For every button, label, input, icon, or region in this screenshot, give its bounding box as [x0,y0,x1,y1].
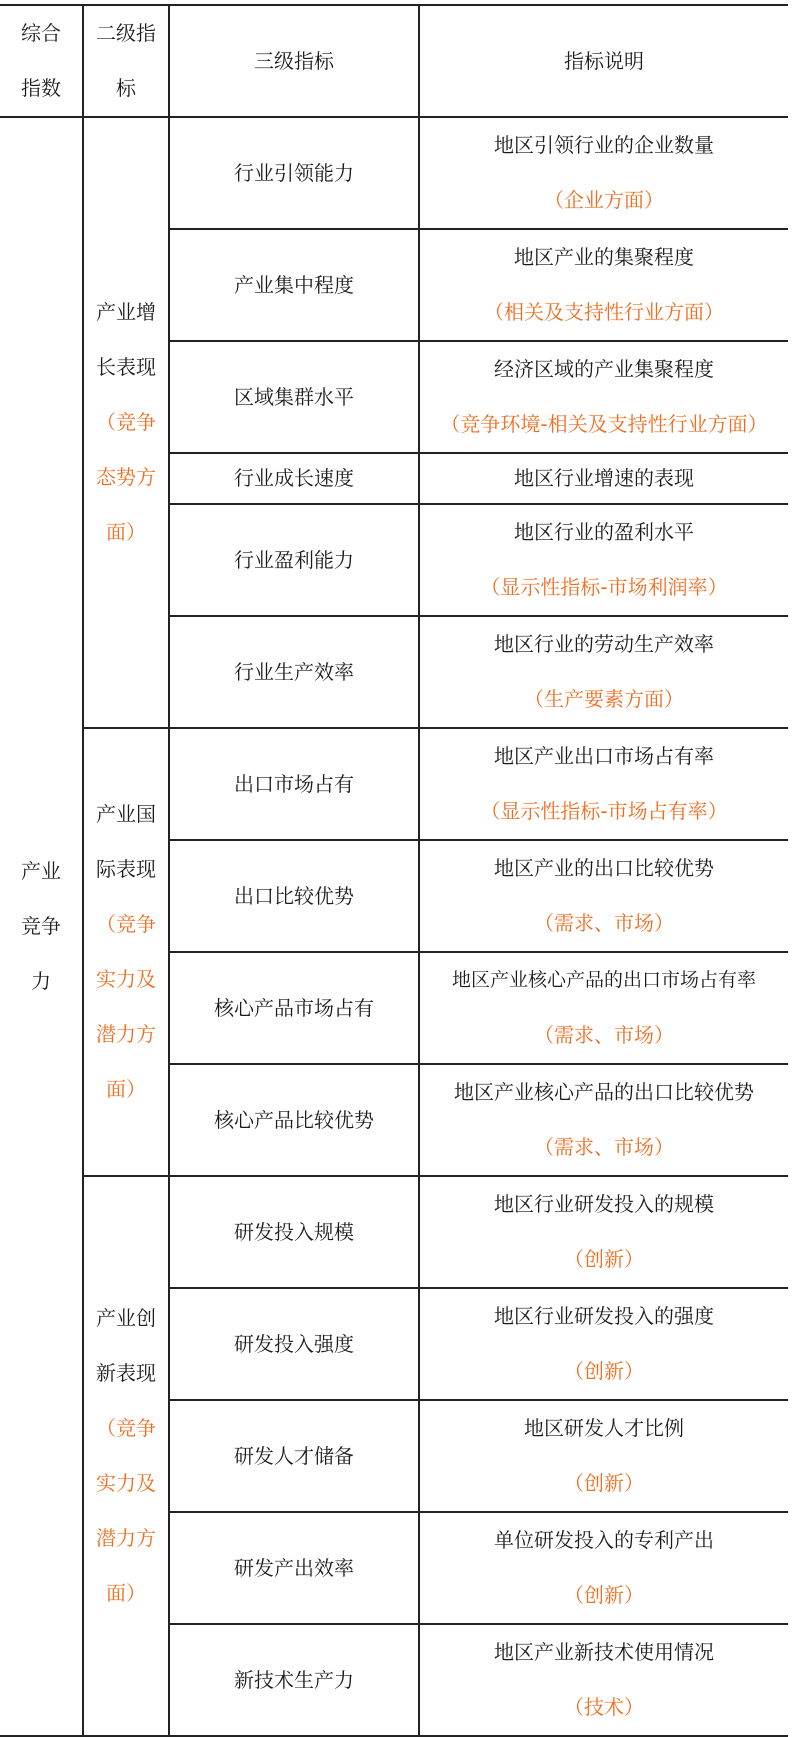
indicator-name: 核心产品市场占有 [169,952,419,1064]
indicator-desc: 地区行业研发投入的强度 [494,1304,714,1328]
group-note-line: （竞争 [96,912,156,936]
group-label-line: 产业增 [96,300,156,324]
group-note-line: 面） [106,520,146,544]
indicator-note: （技术） [564,1695,644,1719]
indicator-note: （需求、市场） [534,1023,674,1047]
table-row [0,1176,788,1288]
indicator-note: （相关及支持性行业方面） [484,300,724,324]
table-row [0,728,788,840]
indicator-name: 研发产出效率 [169,1512,419,1624]
indicator-note: （显示性指标-市场占有率） [480,799,728,823]
indicator-name: 行业盈利能力 [169,504,419,616]
indicator-name: 行业引领能力 [169,117,419,229]
indicator-desc: 地区引领行业的企业数量 [494,133,714,157]
indicator-desc-cell [419,341,788,453]
indicator-note: （创新） [564,1359,644,1383]
group-note-line: 潜力方 [96,1526,156,1550]
header-level2-line1: 二级指 [96,21,156,45]
indicator-desc: 地区行业的劳动生产效率 [494,632,714,656]
indicator-name: 行业成长速度 [169,453,419,504]
indicator-desc-cell [419,1176,788,1288]
indicator-desc-cell [419,1400,788,1512]
level1-line: 力 [31,969,51,993]
indicator-name: 新技术生产力 [169,1624,419,1736]
indicator-desc-cell [419,728,788,840]
indicator-note: （需求、市场） [534,911,674,935]
group-label-line: 产业创 [96,1306,156,1330]
indicator-desc: 经济区域的产业集聚程度 [494,357,714,381]
group-note-line: 态势方 [96,465,156,489]
indicator-desc-cell [419,117,788,229]
indicator-name: 产业集中程度 [169,229,419,341]
indicator-desc: 地区产业核心产品的出口比较优势 [454,1080,754,1104]
header-description: 指标说明 [419,5,788,117]
indicator-note: （需求、市场） [534,1135,674,1159]
indicator-desc: 地区产业新技术使用情况 [494,1640,714,1664]
group-label-line: 际表现 [96,857,156,881]
indicator-desc: 单位研发投入的专利产出 [494,1528,714,1552]
group-note-line: 面） [106,1581,146,1605]
header-composite-index-line2: 指数 [21,76,61,100]
group-note-line: （竞争 [96,410,156,434]
level1-cell [0,117,83,1736]
header-level2-line2: 标 [116,76,136,100]
indicator-note: （生产要素方面） [524,687,684,711]
indicator-desc-cell [419,1512,788,1624]
header-composite-index [0,5,83,117]
indicator-name: 研发投入规模 [169,1176,419,1288]
group-note-line: 实力及 [96,967,156,991]
indicator-desc-cell [419,1624,788,1736]
header-level2 [83,5,169,117]
group-label-growth [83,117,169,728]
indicator-desc-cell [419,229,788,341]
indicator-name: 研发人才储备 [169,1400,419,1512]
group-note-line: 实力及 [96,1471,156,1495]
level1-line: 产业 [21,859,61,883]
indicator-desc: 地区产业的出口比较优势 [494,856,714,880]
indicator-name: 区域集群水平 [169,341,419,453]
indicator-desc: 地区研发人才比例 [524,1416,684,1440]
group-label-line: 新表现 [96,1361,156,1385]
indicator-desc-cell [419,616,788,728]
indicator-note: （企业方面） [544,188,664,212]
group-note-line: （竞争 [96,1416,156,1440]
indicator-desc-cell [419,453,788,504]
group-note-line: 潜力方 [96,1022,156,1046]
header-composite-index-line1: 综合 [21,21,61,45]
indicator-desc-cell [419,1064,788,1176]
indicator-note: （创新） [564,1583,644,1607]
indicator-table [0,4,788,1737]
indicator-name: 核心产品比较优势 [169,1064,419,1176]
header-level3: 三级指标 [169,5,419,117]
group-note-line: 面） [106,1077,146,1101]
indicator-desc-cell [419,952,788,1064]
indicator-desc-cell [419,504,788,616]
indicator-desc: 地区行业增速的表现 [514,466,694,490]
indicator-desc: 地区产业出口市场占有率 [494,744,714,768]
indicator-desc: 地区行业的盈利水平 [514,520,694,544]
group-label-line: 长表现 [96,355,156,379]
indicator-note: （创新） [564,1471,644,1495]
table-row [0,117,788,229]
indicator-desc-cell [419,1288,788,1400]
group-label-international [83,728,169,1176]
indicator-desc: 地区产业核心产品的出口市场占有率 [451,969,756,991]
indicator-note: （竞争环境-相关及支持性行业方面） [440,412,768,436]
level1-line: 竞争 [21,914,61,938]
indicator-name: 研发投入强度 [169,1288,419,1400]
indicator-note: （创新） [564,1247,644,1271]
indicator-desc: 地区产业的集聚程度 [514,245,694,269]
indicator-name: 出口比较优势 [169,840,419,952]
indicator-desc-cell [419,840,788,952]
group-label-innovation [83,1176,169,1736]
indicator-desc: 地区行业研发投入的规模 [494,1192,714,1216]
table-header-row [0,5,788,117]
indicator-name: 行业生产效率 [169,616,419,728]
group-label-line: 产业国 [96,802,156,826]
indicator-name: 出口市场占有 [169,728,419,840]
indicator-note: （显示性指标-市场利润率） [480,575,728,599]
